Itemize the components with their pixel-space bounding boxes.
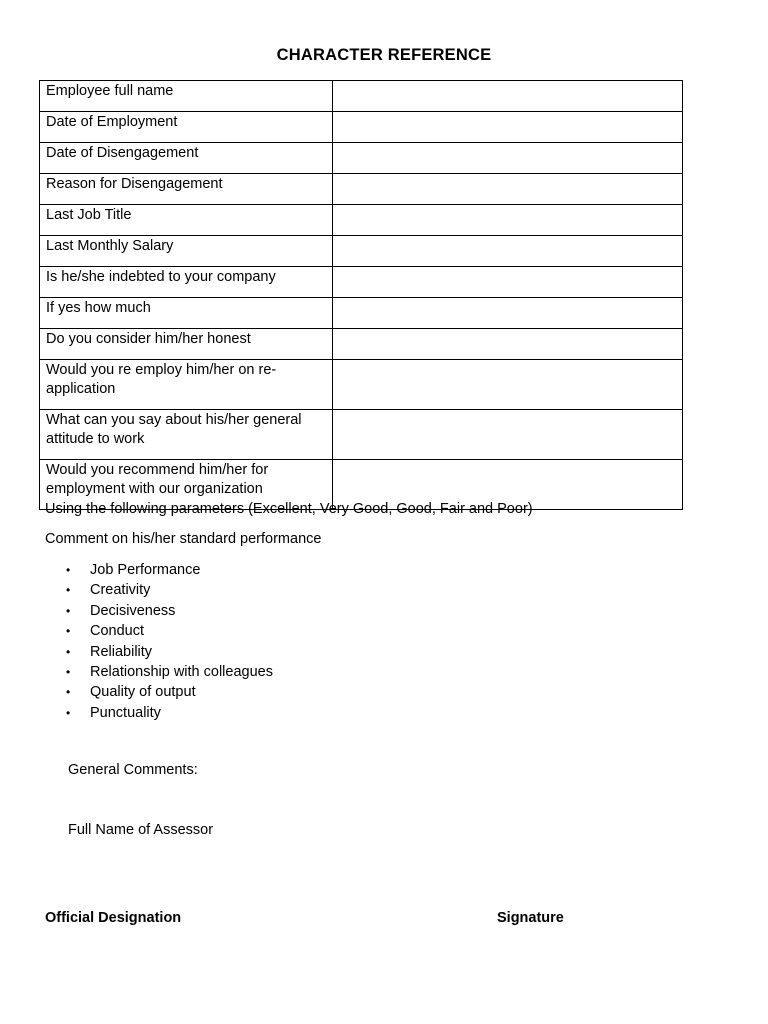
- assessor-name-label: Full Name of Assessor: [68, 822, 214, 838]
- list-item: [45, 601, 273, 621]
- list-item: [45, 560, 273, 580]
- criteria-label: Relationship with colleagues: [90, 663, 273, 680]
- list-item: [45, 662, 273, 682]
- row-label: Last Job Title: [40, 205, 333, 236]
- row-label: Would you re employ him/her on re-application: [40, 360, 333, 410]
- criteria-label: Quality of output: [90, 684, 196, 701]
- parameters-text: Using the following parameters (Excellent, Very Good, Good, Fair and Poor): [45, 501, 533, 517]
- criteria-label: Reliability: [90, 643, 153, 660]
- table-row: [40, 205, 683, 236]
- reference-table: [39, 80, 683, 510]
- row-value-field[interactable]: [333, 112, 683, 143]
- table-row: [40, 410, 683, 460]
- list-item: [45, 682, 273, 702]
- row-label: Reason for Disengagement: [40, 174, 333, 205]
- list-item: [45, 580, 273, 600]
- row-value-field[interactable]: [333, 410, 683, 460]
- criteria-list: [45, 560, 273, 723]
- bullet-icon: •: [66, 644, 71, 659]
- row-label: Date of Employment: [40, 112, 333, 143]
- bullet-icon: •: [66, 624, 71, 639]
- criteria-label: Job Performance: [90, 562, 201, 578]
- row-label: What can you say about his/her general attitude to work: [40, 410, 333, 460]
- row-label: Date of Disengagement: [40, 143, 333, 174]
- bullet-icon: •: [66, 685, 71, 700]
- row-label: Would you recommend him/her for employment with our organization: [40, 460, 333, 510]
- row-value-field[interactable]: [333, 174, 683, 205]
- list-item: [45, 621, 273, 641]
- page-title: CHARACTER REFERENCE: [276, 46, 492, 64]
- row-label: Do you consider him/her honest: [40, 329, 333, 360]
- table-row: [40, 174, 683, 205]
- row-value-field[interactable]: [333, 329, 683, 360]
- bullet-icon: •: [66, 603, 71, 618]
- list-item: [45, 703, 273, 723]
- row-label: If yes how much: [40, 298, 333, 329]
- bullet-icon: •: [66, 705, 71, 720]
- bullet-icon: •: [66, 664, 71, 679]
- comment-heading: Comment on his/her standard performance: [45, 531, 322, 547]
- table-row: [40, 360, 683, 410]
- row-label: Last Monthly Salary: [40, 236, 333, 267]
- table-row: [40, 143, 683, 174]
- row-label: Employee full name: [40, 81, 333, 112]
- table-row: [40, 112, 683, 143]
- official-designation-label: Official Designation: [45, 910, 182, 926]
- table-row: [40, 329, 683, 360]
- row-value-field[interactable]: [333, 298, 683, 329]
- criteria-label: Conduct: [90, 623, 145, 640]
- table-row: [40, 236, 683, 267]
- row-value-field[interactable]: [333, 143, 683, 174]
- criteria-label: Creativity: [90, 582, 151, 599]
- list-item: [45, 642, 273, 662]
- row-value-field[interactable]: [333, 81, 683, 112]
- bullet-icon: •: [66, 583, 71, 598]
- row-value-field[interactable]: [333, 360, 683, 410]
- row-value-field[interactable]: [333, 267, 683, 298]
- criteria-label: Decisiveness: [90, 602, 176, 619]
- criteria-label: Punctuality: [90, 704, 161, 721]
- general-comments-label: General Comments:: [68, 762, 198, 778]
- table-row: [40, 298, 683, 329]
- row-value-field[interactable]: [333, 205, 683, 236]
- table-row: [40, 81, 683, 112]
- table-row: [40, 267, 683, 298]
- row-value-field[interactable]: [333, 236, 683, 267]
- signature-label: Signature: [497, 910, 564, 926]
- row-label: Is he/she indebted to your company: [40, 267, 333, 298]
- bullet-icon: •: [66, 563, 71, 577]
